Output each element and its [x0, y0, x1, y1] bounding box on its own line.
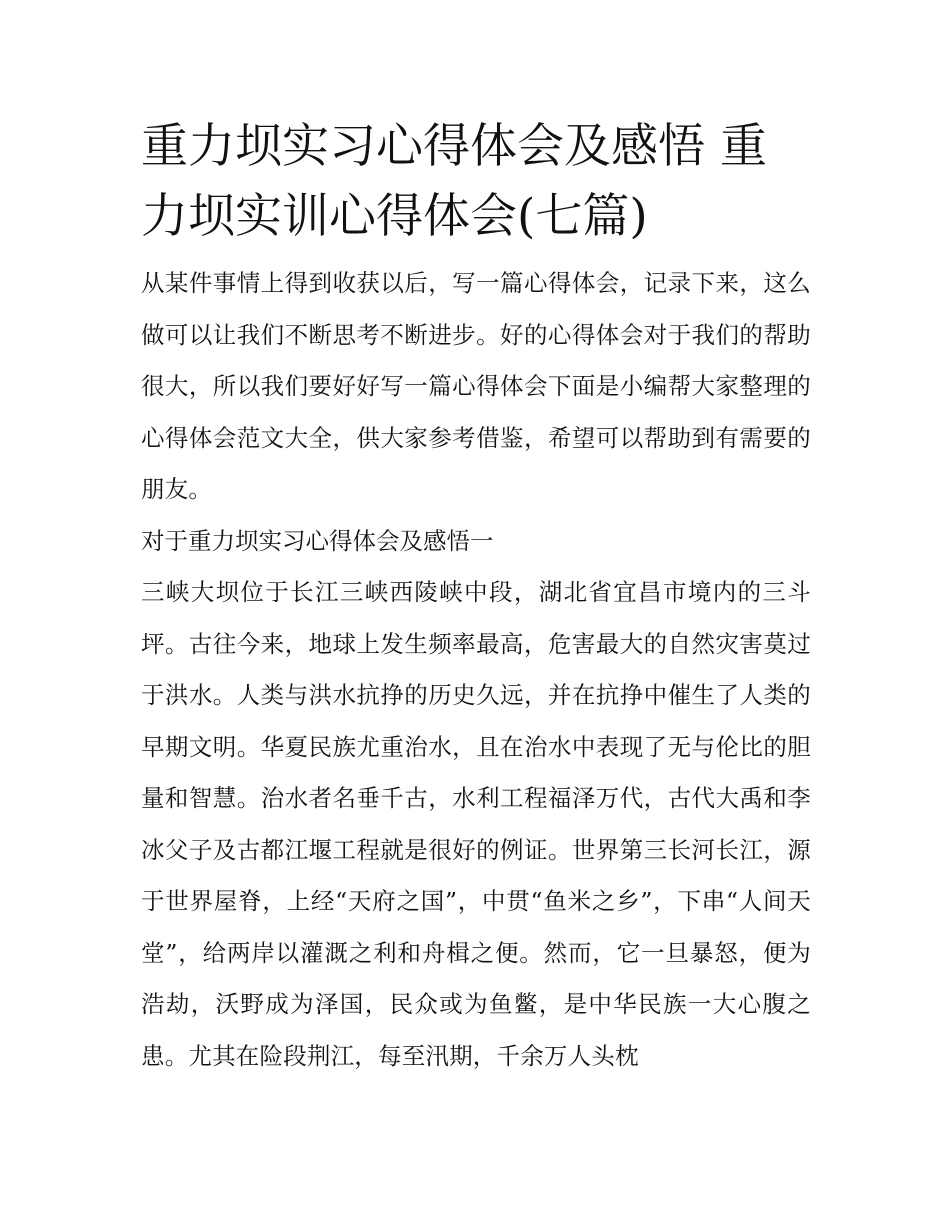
document-page: [141, 112, 811, 1082]
document-title: 重力坝实习心得体会及感悟 重力坝实训心得体会(七篇): [141, 119, 767, 244]
intro-paragraph: 从某件事情上得到收获以后，写一篇心得体会，记录下来，这么做可以让我们不断思考不断进步。好的心得体会对于我们的帮助很大，所以我们要好好写一篇心得体会下面是小编帮大家整理的心得体会范文大全，供大家参考借鉴，希望可以帮助到有需要的朋友。: [141, 269, 811, 503]
body-paragraph: 三峡大坝位于长江三峡西陵峡中段，湖北省宜昌市境内的三斗坪。古往今来，地球上发生频率最高，危害最大的自然灾害莫过于洪水。人类与洪水抗挣的历史久远，并在抗挣中催生了人类的早期文明。华夏民族尤重治水，且在治水中表现了无与伦比的胆量和智慧。治水者名垂千古，水利工程福泽万代，古代大禹和李冰父子及古都江堰工程就是很好的例证。世界第三长河长江，源于世界屋脊，上经“天府之国”，中贯“鱼米之乡”，下串“人间天堂”，给两岸以灌溉之利和舟楫之便。然而，它一旦暴怒，便为浩劫，沃野成为泽国，民众或为鱼鳖，是中华民族一大心腹之患。尤其在险段荆江，每至汛期，千余万人头枕: [141, 578, 811, 1070]
section-heading: 对于重力坝实习心得体会及感悟一: [141, 526, 494, 555]
